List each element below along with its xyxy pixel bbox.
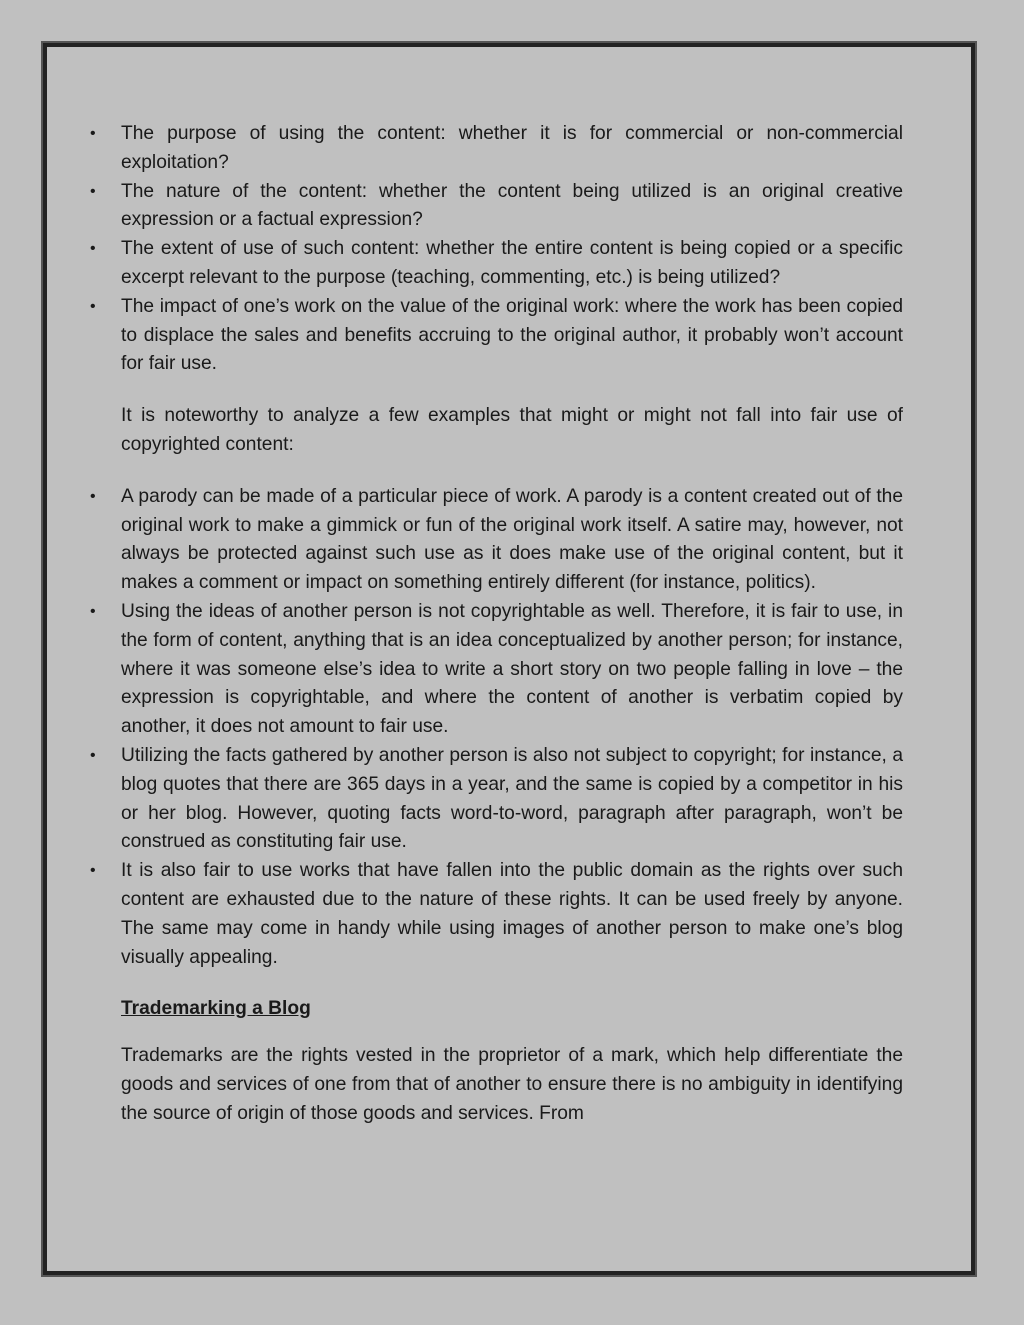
list-item <box>90 120 903 178</box>
list-item-text: The purpose of using the content: whether it is for commercial or non-commercial exploitation? <box>121 123 903 173</box>
document-body <box>90 120 903 1129</box>
list-item <box>90 598 903 742</box>
section-paragraph: Trademarks are the rights vested in the proprietor of a mark, which help differentiate the goods and services of one from that of another to ensure there is no ambiguity in identifying the source of origin of those goods and services. From <box>121 1045 903 1124</box>
list-item-text: The nature of the content: whether the content being utilized is an original creative expression or a factual expression? <box>121 180 903 231</box>
bullet-icon: • <box>90 602 96 620</box>
list-item-text: Using the ideas of another person is not copyrightable as well. Therefore, it is fair to use, in the form of content, anything that is an idea conceptualized by another person; for instance, where it was someone else’s idea to write a short story on two people falling in love – the expression is copyrightable, and where the content of another is verbatim copied by another, it does not amount to fair use. <box>121 600 903 738</box>
section-heading: Trademarking a Blog <box>121 998 311 1020</box>
list-item-text: It is also fair to use works that have fallen into the public domain as the rights over such content are exhausted due to the nature of these rights. It can be used freely by anyone. The same may come in handy while using images of another person to make one’s blog visually appealing. <box>121 860 903 968</box>
list-item-text: The extent of use of such content: whether the entire content is being copied or a specific excerpt relevant to the purpose (teaching, commenting, etc.) is being utilized? <box>121 238 903 288</box>
list-item <box>90 483 903 598</box>
list-item-text: The impact of one’s work on the value of the original work: where the work has been copied to displace the sales and benefits accruing to the original author, it probably won’t account for fair use. <box>121 295 903 375</box>
list-item <box>90 293 903 379</box>
list-item-text: Utilizing the facts gathered by another person is also not subject to copyright; for instance, a blog quotes that there are 365 days in a year, and the same is copied by a competitor in his or her blog. However, quoting facts word-to-word, paragraph after paragraph, won’t be construed as constituting fair use. <box>121 744 903 853</box>
list-item <box>90 742 903 857</box>
bullet-icon: • <box>90 125 96 142</box>
list-item <box>90 857 903 972</box>
list-item-text: A parody can be made of a particular piece of work. A parody is a content created out of the original work to make a gimmick or fun of the original work itself. A satire may, however, not always be protected against such use as it does make use of the original content, but it makes a comment or impact on something entirely different (for instance, politics). <box>121 485 903 594</box>
bullet-icon: • <box>90 862 96 880</box>
fair-use-factors-list <box>90 120 903 379</box>
bullet-icon: • <box>90 182 96 200</box>
intro-paragraph: It is noteworthy to analyze a few examples that might or might not fall into fair use of copyrighted content: <box>121 405 903 455</box>
bullet-icon: • <box>90 487 96 505</box>
list-item <box>90 178 903 236</box>
bullet-icon: • <box>90 297 96 315</box>
list-item <box>90 235 903 293</box>
bullet-icon: • <box>90 746 96 764</box>
bullet-icon: • <box>90 240 96 258</box>
fair-use-examples-list <box>90 483 903 973</box>
